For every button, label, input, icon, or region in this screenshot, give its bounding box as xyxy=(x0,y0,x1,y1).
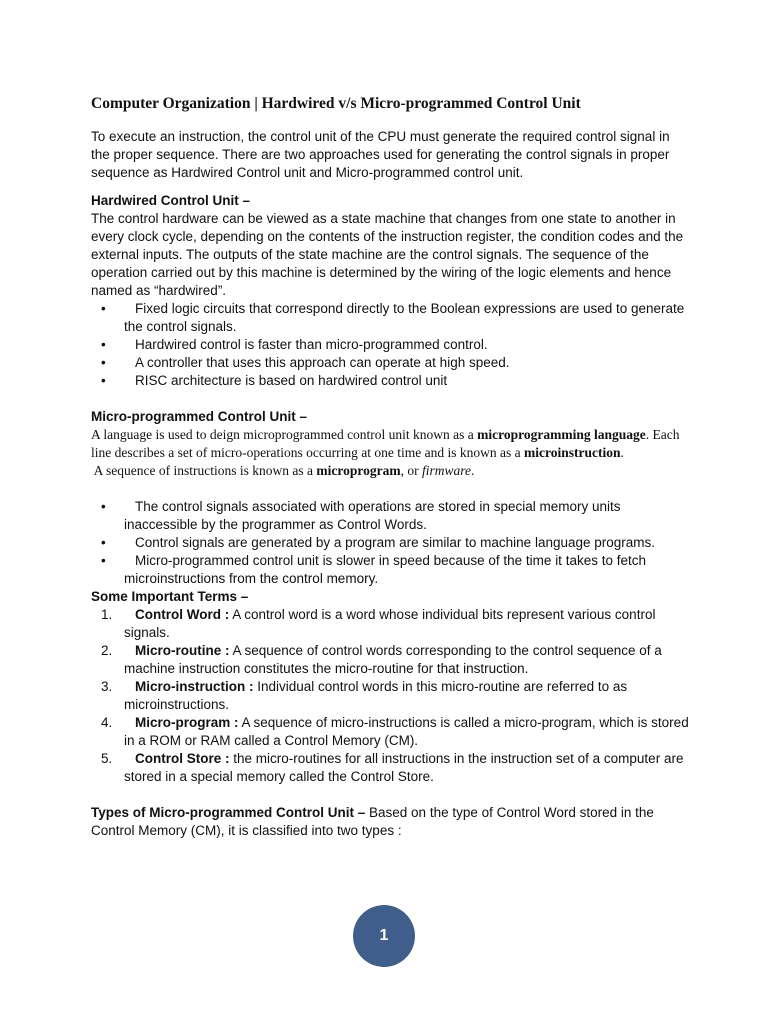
term-label: Micro-routine : xyxy=(135,643,230,658)
bullet-icon: • xyxy=(101,373,106,388)
term-description: the micro-routines for all instructions in the instruction set of a computer are stored in a special memory called the Control Store. xyxy=(124,751,684,784)
types-paragraph xyxy=(91,804,691,840)
hardwired-heading: Hardwired Control Unit – xyxy=(91,193,251,208)
micro-language-paragraph xyxy=(91,426,691,462)
terms-list xyxy=(91,606,691,786)
bullet-icon: • xyxy=(101,355,106,370)
terms-heading: Some Important Terms – xyxy=(91,589,249,604)
list-item xyxy=(91,552,691,588)
list-item-text: A controller that uses this approach can operate at high speed. xyxy=(135,355,510,370)
bold-term: microprogram xyxy=(316,463,401,478)
list-item-text: Fixed logic circuits that correspond directly to the Boolean expressions are used to generate the control signals. xyxy=(124,301,685,334)
text-run: A language is used to deign microprogrammed control unit known as a xyxy=(91,427,478,442)
types-heading: Types of Micro-programmed Control Unit – xyxy=(91,805,366,820)
text-run: A sequence of instructions is known as a xyxy=(91,463,317,478)
list-item xyxy=(91,750,691,786)
bold-term: microinstruction xyxy=(524,445,621,460)
list-item xyxy=(91,678,691,714)
term-label: Micro-program : xyxy=(135,715,239,730)
bullet-icon: • xyxy=(101,499,106,514)
italic-term: firmware xyxy=(421,463,471,478)
list-item-text: Hardwired control is faster than micro-programmed control. xyxy=(135,337,488,352)
list-item xyxy=(91,300,691,336)
list-item xyxy=(91,354,691,372)
term-label: Control Word : xyxy=(135,607,230,622)
list-item-text: Control signals are generated by a program are similar to machine language programs. xyxy=(135,535,656,550)
list-number: 5. xyxy=(101,751,113,766)
term-description: A control word is a word whose individual bits represent various control signals. xyxy=(124,607,656,640)
term-label: Micro-instruction : xyxy=(135,679,254,694)
text-run: . Each line describes a set of micro-operations occurring at one time and is known as a xyxy=(91,427,680,460)
list-item xyxy=(91,498,691,534)
hardwired-bullet-list xyxy=(91,300,691,390)
list-number: 2. xyxy=(101,643,113,658)
list-item xyxy=(91,336,691,354)
bullet-icon: • xyxy=(101,337,106,352)
micro-sequence-paragraph xyxy=(91,462,691,480)
list-item-text: RISC architecture is based on hardwired control unit xyxy=(135,373,448,388)
list-item xyxy=(91,606,691,642)
list-item xyxy=(91,534,691,552)
bullet-icon: • xyxy=(101,553,106,568)
bold-term: microprogramming language xyxy=(477,427,646,442)
term-description: A sequence of micro-instructions is called a micro-program, which is stored in a ROM or RAM called a Control Memory (CM). xyxy=(124,715,689,748)
text-run: . xyxy=(620,445,624,460)
text-run: , or xyxy=(400,463,422,478)
term-description: Individual control words in this micro-routine are referred to as microinstructions. xyxy=(124,679,628,712)
bullet-icon: • xyxy=(101,301,106,316)
term-description: A sequence of control words corresponding to the control sequence of a machine instruction constitutes the micro-routine for that instruction. xyxy=(124,643,662,676)
bullet-icon: • xyxy=(101,535,106,550)
page-title: Computer Organization | Hardwired v/s Micro-programmed Control Unit xyxy=(91,95,581,112)
list-item-text: Micro-programmed control unit is slower in speed because of the time it takes to fetch microinstructions from the control memory. xyxy=(124,553,646,586)
list-item xyxy=(91,714,691,750)
types-body: Based on the type of Control Word stored in the Control Memory (CM), it is classified into two types : xyxy=(91,805,654,838)
list-number: 1. xyxy=(101,607,113,622)
list-item xyxy=(91,642,691,678)
micro-heading: Micro-programmed Control Unit – xyxy=(91,409,308,424)
intro-paragraph: To execute an instruction, the control unit of the CPU must generate the required control signal in the proper sequence. There are two approaches used for generating the control signals in proper sequence as Hardwired Control unit and Micro-programmed control unit. xyxy=(91,129,670,180)
page-number-badge: 1 xyxy=(353,905,415,967)
list-number: 4. xyxy=(101,715,113,730)
term-label: Control Store : xyxy=(135,751,230,766)
list-item xyxy=(91,372,691,390)
hardwired-paragraph: The control hardware can be viewed as a state machine that changes from one state to another in every clock cycle, depending on the contents of the instruction register, the condition codes and the external inputs. The outputs of the state machine are the control signals. The sequence of the operation carried out by this machine is determined by the wiring of the logic elements and hence named as “hardwired”. xyxy=(91,211,684,298)
list-item-text: The control signals associated with operations are stored in special memory units inaccessible by the programmer as Control Words. xyxy=(124,499,621,532)
list-number: 3. xyxy=(101,679,113,694)
micro-bullet-list xyxy=(91,498,691,588)
document-page xyxy=(91,94,691,840)
text-run: . xyxy=(470,463,475,478)
